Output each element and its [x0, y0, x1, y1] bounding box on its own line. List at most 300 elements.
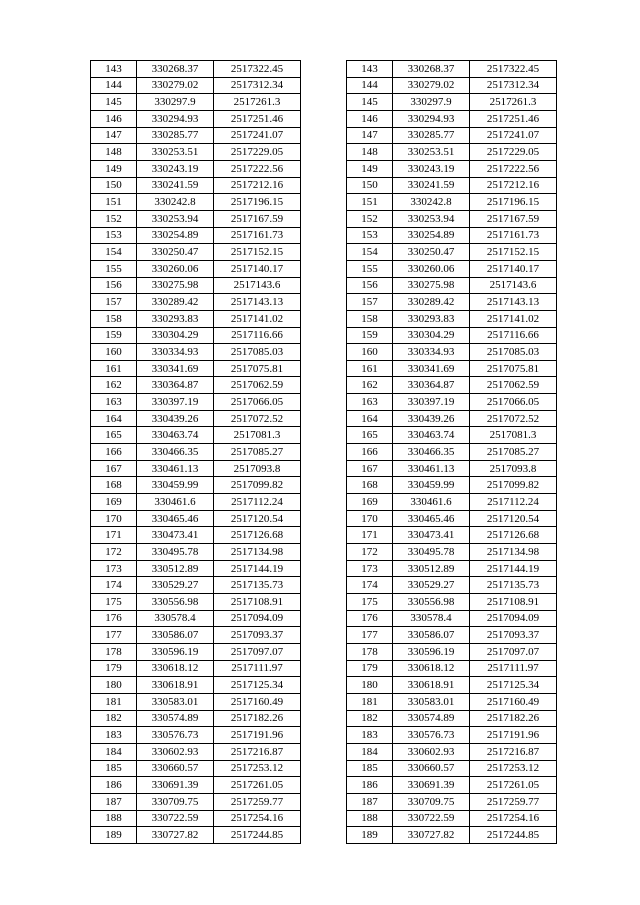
y-coordinate-cell: 2517072.52 [470, 410, 557, 427]
table-row [91, 377, 301, 394]
point-number-cell: 156 [91, 277, 137, 294]
x-coordinate-cell: 330294.93 [393, 110, 470, 127]
table-row [347, 477, 557, 494]
point-number-cell: 181 [91, 693, 137, 710]
table-row [347, 827, 557, 844]
x-coordinate-cell: 330397.19 [393, 394, 470, 411]
point-number-cell: 156 [347, 277, 393, 294]
point-number-cell: 145 [91, 94, 137, 111]
point-number-cell: 145 [347, 94, 393, 111]
table-row [91, 227, 301, 244]
x-coordinate-cell: 330253.51 [393, 144, 470, 161]
y-coordinate-cell: 2517135.73 [470, 577, 557, 594]
x-coordinate-cell: 330461.13 [393, 460, 470, 477]
point-number-cell: 152 [91, 210, 137, 227]
y-coordinate-cell: 2517259.77 [214, 793, 301, 810]
y-coordinate-cell: 2517099.82 [214, 477, 301, 494]
table-row [347, 160, 557, 177]
y-coordinate-cell: 2517062.59 [214, 377, 301, 394]
y-coordinate-cell: 2517143.13 [214, 294, 301, 311]
y-coordinate-cell: 2517144.19 [470, 560, 557, 577]
point-number-cell: 177 [91, 627, 137, 644]
y-coordinate-cell: 2517244.85 [470, 827, 557, 844]
point-number-cell: 151 [347, 194, 393, 211]
x-coordinate-cell: 330512.89 [137, 560, 214, 577]
y-coordinate-cell: 2517141.02 [214, 310, 301, 327]
y-coordinate-cell: 2517075.81 [470, 360, 557, 377]
y-coordinate-cell: 2517167.59 [214, 210, 301, 227]
point-number-cell: 149 [347, 160, 393, 177]
point-number-cell: 170 [347, 510, 393, 527]
x-coordinate-cell: 330618.91 [137, 677, 214, 694]
y-coordinate-cell: 2517312.34 [214, 77, 301, 94]
table-row [91, 277, 301, 294]
point-number-cell: 162 [347, 377, 393, 394]
x-coordinate-cell: 330596.19 [393, 643, 470, 660]
point-number-cell: 167 [347, 460, 393, 477]
y-coordinate-cell: 2517241.07 [214, 127, 301, 144]
y-coordinate-cell: 2517322.45 [470, 61, 557, 78]
point-number-cell: 170 [91, 510, 137, 527]
table-row [91, 127, 301, 144]
table-row [347, 410, 557, 427]
x-coordinate-cell: 330583.01 [137, 693, 214, 710]
point-number-cell: 183 [347, 727, 393, 744]
table-row [91, 210, 301, 227]
x-coordinate-cell: 330294.93 [137, 110, 214, 127]
y-coordinate-cell: 2517085.03 [470, 344, 557, 361]
point-number-cell: 143 [347, 61, 393, 78]
point-number-cell: 153 [91, 227, 137, 244]
y-coordinate-cell: 2517125.34 [470, 677, 557, 694]
x-coordinate-cell: 330260.06 [393, 260, 470, 277]
table-row [347, 110, 557, 127]
table-row [347, 210, 557, 227]
table-row [347, 277, 557, 294]
x-coordinate-cell: 330495.78 [393, 544, 470, 561]
point-number-cell: 168 [91, 477, 137, 494]
table-row [347, 127, 557, 144]
x-coordinate-cell: 330529.27 [393, 577, 470, 594]
y-coordinate-cell: 2517143.6 [470, 277, 557, 294]
coordinate-table-right [346, 60, 557, 844]
x-coordinate-cell: 330465.46 [393, 510, 470, 527]
y-coordinate-cell: 2517261.3 [214, 94, 301, 111]
y-coordinate-cell: 2517085.27 [470, 444, 557, 461]
x-coordinate-cell: 330253.94 [137, 210, 214, 227]
y-coordinate-cell: 2517093.8 [470, 460, 557, 477]
x-coordinate-cell: 330586.07 [393, 627, 470, 644]
y-coordinate-cell: 2517241.07 [470, 127, 557, 144]
table-row [91, 510, 301, 527]
point-number-cell: 176 [91, 610, 137, 627]
y-coordinate-cell: 2517125.34 [214, 677, 301, 694]
x-coordinate-cell: 330297.9 [393, 94, 470, 111]
x-coordinate-cell: 330512.89 [393, 560, 470, 577]
x-coordinate-cell: 330279.02 [393, 77, 470, 94]
y-coordinate-cell: 2517222.56 [470, 160, 557, 177]
y-coordinate-cell: 2517120.54 [214, 510, 301, 527]
y-coordinate-cell: 2517097.07 [214, 643, 301, 660]
x-coordinate-cell: 330586.07 [137, 627, 214, 644]
table-row [91, 327, 301, 344]
x-coordinate-cell: 330618.12 [393, 660, 470, 677]
y-coordinate-cell: 2517160.49 [470, 693, 557, 710]
table-row [347, 594, 557, 611]
table-row [347, 344, 557, 361]
point-number-cell: 144 [347, 77, 393, 94]
y-coordinate-cell: 2517072.52 [214, 410, 301, 427]
x-coordinate-cell: 330334.93 [393, 344, 470, 361]
y-coordinate-cell: 2517094.09 [214, 610, 301, 627]
point-number-cell: 187 [347, 793, 393, 810]
x-coordinate-cell: 330722.59 [137, 810, 214, 827]
x-coordinate-cell: 330289.42 [393, 294, 470, 311]
y-coordinate-cell: 2517111.97 [214, 660, 301, 677]
x-coordinate-cell: 330268.37 [393, 61, 470, 78]
y-coordinate-cell: 2517066.05 [214, 394, 301, 411]
point-number-cell: 158 [347, 310, 393, 327]
x-coordinate-cell: 330461.13 [137, 460, 214, 477]
table-row [91, 677, 301, 694]
table-row [91, 160, 301, 177]
y-coordinate-cell: 2517062.59 [470, 377, 557, 394]
x-coordinate-cell: 330293.83 [393, 310, 470, 327]
table-row [347, 660, 557, 677]
y-coordinate-cell: 2517116.66 [470, 327, 557, 344]
x-coordinate-cell: 330439.26 [393, 410, 470, 427]
table-row [91, 627, 301, 644]
y-coordinate-cell: 2517161.73 [470, 227, 557, 244]
y-coordinate-cell: 2517108.91 [470, 594, 557, 611]
x-coordinate-cell: 330364.87 [137, 377, 214, 394]
point-number-cell: 188 [91, 810, 137, 827]
point-number-cell: 165 [91, 427, 137, 444]
y-coordinate-cell: 2517229.05 [470, 144, 557, 161]
y-coordinate-cell: 2517081.3 [214, 427, 301, 444]
point-number-cell: 159 [91, 327, 137, 344]
table-row [347, 460, 557, 477]
table-row [91, 743, 301, 760]
x-coordinate-cell: 330556.98 [393, 594, 470, 611]
table-row [91, 760, 301, 777]
y-coordinate-cell: 2517261.05 [470, 777, 557, 794]
table-row [91, 777, 301, 794]
x-coordinate-cell: 330459.99 [137, 477, 214, 494]
x-coordinate-cell: 330466.35 [137, 444, 214, 461]
table-row [347, 244, 557, 261]
point-number-cell: 169 [347, 494, 393, 511]
point-number-cell: 166 [347, 444, 393, 461]
x-coordinate-cell: 330576.73 [137, 727, 214, 744]
table-row [91, 710, 301, 727]
point-number-cell: 175 [347, 594, 393, 611]
y-coordinate-cell: 2517216.87 [470, 743, 557, 760]
x-coordinate-cell: 330250.47 [393, 244, 470, 261]
x-coordinate-cell: 330260.06 [137, 260, 214, 277]
x-coordinate-cell: 330334.93 [137, 344, 214, 361]
point-number-cell: 146 [347, 110, 393, 127]
table-row [91, 77, 301, 94]
y-coordinate-cell: 2517143.13 [470, 294, 557, 311]
table-row [347, 810, 557, 827]
y-coordinate-cell: 2517196.15 [214, 194, 301, 211]
table-row [347, 577, 557, 594]
y-coordinate-cell: 2517254.16 [214, 810, 301, 827]
x-coordinate-cell: 330275.98 [137, 277, 214, 294]
table-row [347, 777, 557, 794]
y-coordinate-cell: 2517152.15 [214, 244, 301, 261]
point-number-cell: 188 [347, 810, 393, 827]
table-row [91, 394, 301, 411]
point-number-cell: 150 [347, 177, 393, 194]
y-coordinate-cell: 2517182.26 [214, 710, 301, 727]
table-row [347, 727, 557, 744]
point-number-cell: 154 [347, 244, 393, 261]
table-row [347, 377, 557, 394]
point-number-cell: 166 [91, 444, 137, 461]
y-coordinate-cell: 2517075.81 [214, 360, 301, 377]
coordinate-table-left [90, 60, 301, 844]
point-number-cell: 149 [91, 160, 137, 177]
y-coordinate-cell: 2517099.82 [470, 477, 557, 494]
table-row [91, 527, 301, 544]
point-number-cell: 155 [91, 260, 137, 277]
x-coordinate-cell: 330461.6 [137, 494, 214, 511]
y-coordinate-cell: 2517196.15 [470, 194, 557, 211]
point-number-cell: 147 [91, 127, 137, 144]
table-row [347, 793, 557, 810]
table-row [347, 527, 557, 544]
x-coordinate-cell: 330341.69 [393, 360, 470, 377]
x-coordinate-cell: 330465.46 [137, 510, 214, 527]
x-coordinate-cell: 330250.47 [137, 244, 214, 261]
table-row [347, 227, 557, 244]
point-number-cell: 182 [347, 710, 393, 727]
point-number-cell: 143 [91, 61, 137, 78]
table-row [347, 610, 557, 627]
x-coordinate-cell: 330722.59 [393, 810, 470, 827]
point-number-cell: 180 [91, 677, 137, 694]
y-coordinate-cell: 2517116.66 [214, 327, 301, 344]
table-row [91, 310, 301, 327]
point-number-cell: 144 [91, 77, 137, 94]
point-number-cell: 171 [347, 527, 393, 544]
x-coordinate-cell: 330241.59 [137, 177, 214, 194]
table-row [91, 610, 301, 627]
y-coordinate-cell: 2517251.46 [470, 110, 557, 127]
y-coordinate-cell: 2517216.87 [214, 743, 301, 760]
table-row [91, 444, 301, 461]
y-coordinate-cell: 2517126.68 [470, 527, 557, 544]
point-number-cell: 162 [91, 377, 137, 394]
point-number-cell: 178 [91, 643, 137, 660]
y-coordinate-cell: 2517191.96 [214, 727, 301, 744]
point-number-cell: 160 [347, 344, 393, 361]
x-coordinate-cell: 330529.27 [137, 577, 214, 594]
table-row [347, 710, 557, 727]
y-coordinate-cell: 2517135.73 [214, 577, 301, 594]
table-row [91, 643, 301, 660]
point-number-cell: 186 [91, 777, 137, 794]
table-row [91, 727, 301, 744]
point-number-cell: 159 [347, 327, 393, 344]
x-coordinate-cell: 330364.87 [393, 377, 470, 394]
point-number-cell: 148 [91, 144, 137, 161]
point-number-cell: 181 [347, 693, 393, 710]
table-row [91, 560, 301, 577]
y-coordinate-cell: 2517253.12 [470, 760, 557, 777]
point-number-cell: 180 [347, 677, 393, 694]
table-row [347, 177, 557, 194]
table-row [91, 810, 301, 827]
x-coordinate-cell: 330576.73 [393, 727, 470, 744]
table-row [347, 427, 557, 444]
x-coordinate-cell: 330691.39 [393, 777, 470, 794]
table-row [347, 94, 557, 111]
point-number-cell: 171 [91, 527, 137, 544]
point-number-cell: 178 [347, 643, 393, 660]
y-coordinate-cell: 2517085.03 [214, 344, 301, 361]
table-body [91, 61, 301, 844]
x-coordinate-cell: 330602.93 [393, 743, 470, 760]
x-coordinate-cell: 330297.9 [137, 94, 214, 111]
x-coordinate-cell: 330241.59 [393, 177, 470, 194]
point-number-cell: 187 [91, 793, 137, 810]
x-coordinate-cell: 330727.82 [393, 827, 470, 844]
point-number-cell: 174 [91, 577, 137, 594]
y-coordinate-cell: 2517134.98 [214, 544, 301, 561]
table-row [91, 594, 301, 611]
table-row [347, 627, 557, 644]
x-coordinate-cell: 330254.89 [393, 227, 470, 244]
point-number-cell: 164 [347, 410, 393, 427]
x-coordinate-cell: 330574.89 [137, 710, 214, 727]
x-coordinate-cell: 330289.42 [137, 294, 214, 311]
point-number-cell: 165 [347, 427, 393, 444]
table-row [347, 444, 557, 461]
x-coordinate-cell: 330285.77 [393, 127, 470, 144]
point-number-cell: 161 [347, 360, 393, 377]
y-coordinate-cell: 2517182.26 [470, 710, 557, 727]
x-coordinate-cell: 330574.89 [393, 710, 470, 727]
table-row [91, 827, 301, 844]
point-number-cell: 174 [347, 577, 393, 594]
table-row [347, 560, 557, 577]
point-number-cell: 175 [91, 594, 137, 611]
point-number-cell: 158 [91, 310, 137, 327]
x-coordinate-cell: 330275.98 [393, 277, 470, 294]
point-number-cell: 186 [347, 777, 393, 794]
point-number-cell: 173 [347, 560, 393, 577]
y-coordinate-cell: 2517066.05 [470, 394, 557, 411]
point-number-cell: 163 [91, 394, 137, 411]
x-coordinate-cell: 330660.57 [137, 760, 214, 777]
y-coordinate-cell: 2517212.16 [214, 177, 301, 194]
point-number-cell: 177 [347, 627, 393, 644]
point-number-cell: 167 [91, 460, 137, 477]
y-coordinate-cell: 2517143.6 [214, 277, 301, 294]
table-row [91, 793, 301, 810]
y-coordinate-cell: 2517251.46 [214, 110, 301, 127]
point-number-cell: 185 [347, 760, 393, 777]
y-coordinate-cell: 2517261.05 [214, 777, 301, 794]
x-coordinate-cell: 330459.99 [393, 477, 470, 494]
table-row [91, 177, 301, 194]
point-number-cell: 179 [347, 660, 393, 677]
x-coordinate-cell: 330243.19 [393, 160, 470, 177]
table-row [91, 427, 301, 444]
y-coordinate-cell: 2517108.91 [214, 594, 301, 611]
table-row [347, 510, 557, 527]
y-coordinate-cell: 2517144.19 [214, 560, 301, 577]
y-coordinate-cell: 2517094.09 [470, 610, 557, 627]
y-coordinate-cell: 2517141.02 [470, 310, 557, 327]
y-coordinate-cell: 2517126.68 [214, 527, 301, 544]
point-number-cell: 146 [91, 110, 137, 127]
x-coordinate-cell: 330556.98 [137, 594, 214, 611]
x-coordinate-cell: 330466.35 [393, 444, 470, 461]
point-number-cell: 179 [91, 660, 137, 677]
x-coordinate-cell: 330583.01 [393, 693, 470, 710]
y-coordinate-cell: 2517212.16 [470, 177, 557, 194]
x-coordinate-cell: 330596.19 [137, 643, 214, 660]
table-row [347, 260, 557, 277]
table-row [91, 544, 301, 561]
y-coordinate-cell: 2517111.97 [470, 660, 557, 677]
point-number-cell: 154 [91, 244, 137, 261]
y-coordinate-cell: 2517140.17 [470, 260, 557, 277]
table-row [347, 194, 557, 211]
point-number-cell: 168 [347, 477, 393, 494]
x-coordinate-cell: 330578.4 [137, 610, 214, 627]
y-coordinate-cell: 2517093.8 [214, 460, 301, 477]
table-row [347, 144, 557, 161]
y-coordinate-cell: 2517152.15 [470, 244, 557, 261]
x-coordinate-cell: 330397.19 [137, 394, 214, 411]
y-coordinate-cell: 2517167.59 [470, 210, 557, 227]
table-row [91, 194, 301, 211]
y-coordinate-cell: 2517244.85 [214, 827, 301, 844]
y-coordinate-cell: 2517322.45 [214, 61, 301, 78]
x-coordinate-cell: 330253.94 [393, 210, 470, 227]
x-coordinate-cell: 330304.29 [137, 327, 214, 344]
y-coordinate-cell: 2517112.24 [214, 494, 301, 511]
table-row [91, 144, 301, 161]
y-coordinate-cell: 2517140.17 [214, 260, 301, 277]
table-row [91, 61, 301, 78]
point-number-cell: 160 [91, 344, 137, 361]
point-number-cell: 155 [347, 260, 393, 277]
table-row [347, 693, 557, 710]
point-number-cell: 161 [91, 360, 137, 377]
x-coordinate-cell: 330473.41 [393, 527, 470, 544]
table-row [91, 660, 301, 677]
y-coordinate-cell: 2517191.96 [470, 727, 557, 744]
y-coordinate-cell: 2517097.07 [470, 643, 557, 660]
x-coordinate-cell: 330709.75 [393, 793, 470, 810]
x-coordinate-cell: 330602.93 [137, 743, 214, 760]
point-number-cell: 182 [91, 710, 137, 727]
x-coordinate-cell: 330254.89 [137, 227, 214, 244]
x-coordinate-cell: 330709.75 [137, 793, 214, 810]
table-row [91, 110, 301, 127]
point-number-cell: 169 [91, 494, 137, 511]
point-number-cell: 157 [91, 294, 137, 311]
table-row [347, 394, 557, 411]
table-body [347, 61, 557, 844]
table-row [91, 344, 301, 361]
